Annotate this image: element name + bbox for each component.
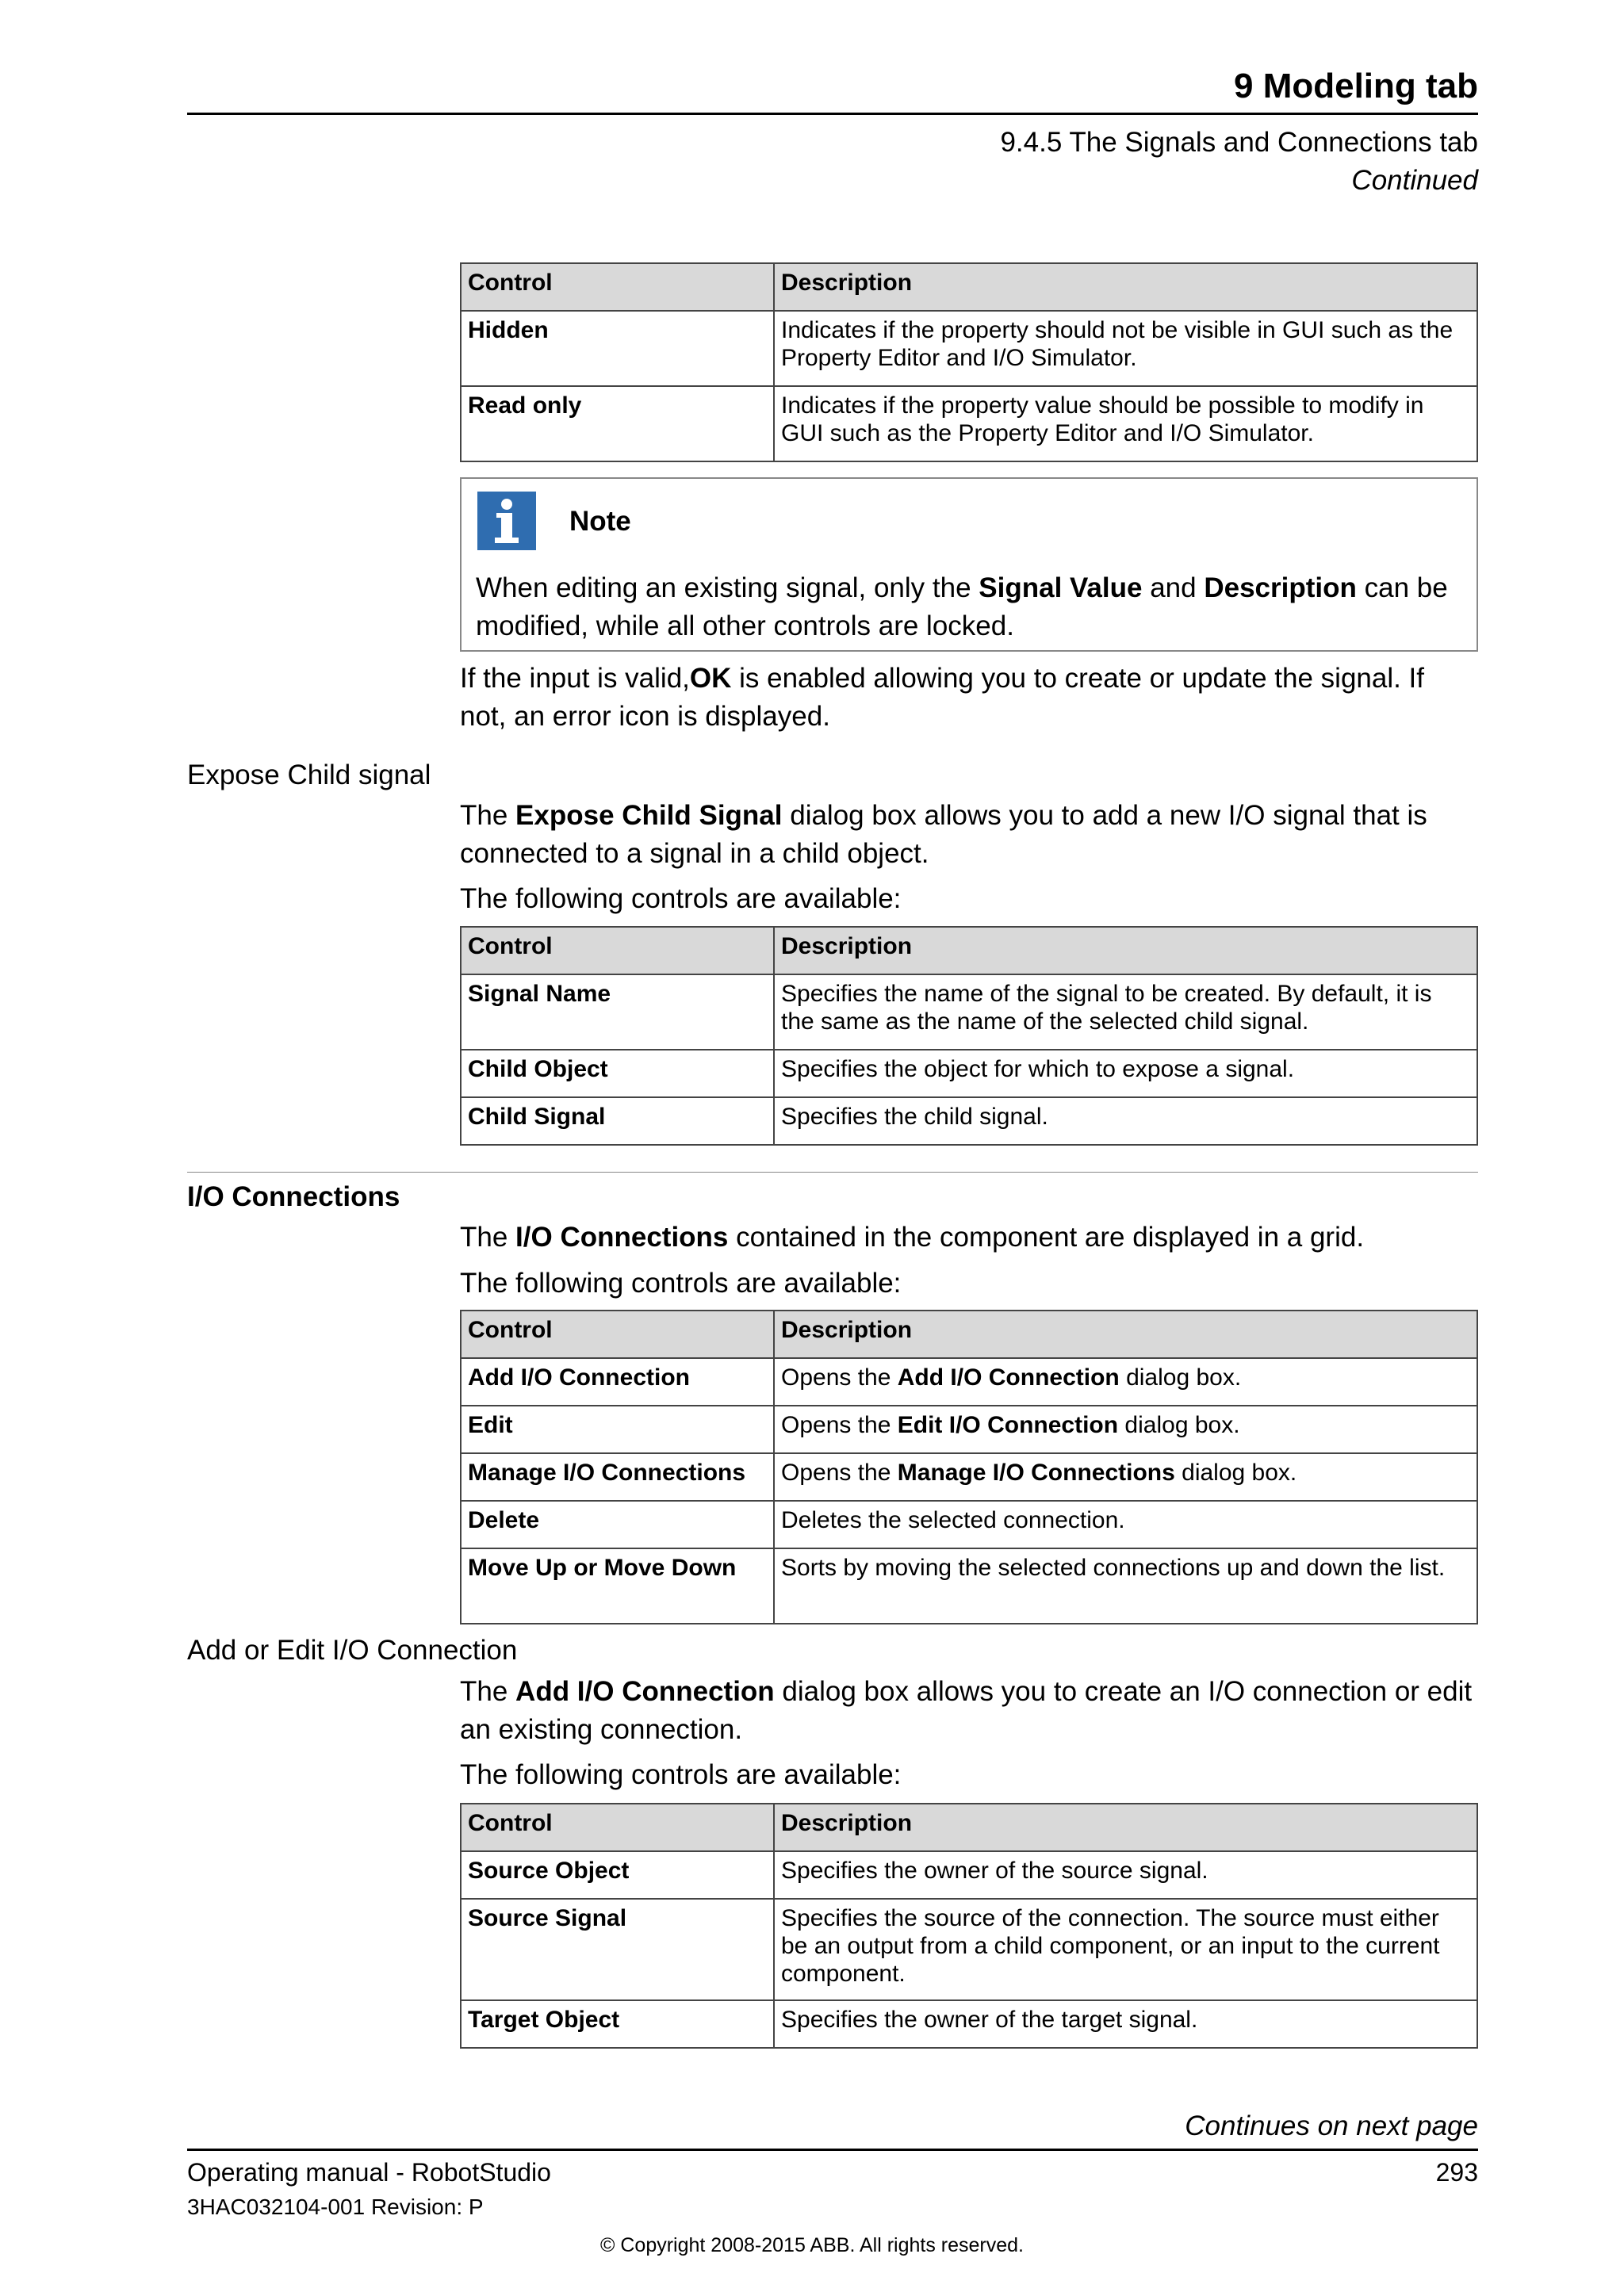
control-cell: Source Signal [461,1899,774,2000]
expose-controls-table [460,926,1478,1146]
table-row [461,2000,1477,2048]
add-edit-intro-paragraph: The Add I/O Connection dialog box allows you to create an I/O connection or edit an existing connection. [460,1676,1473,1745]
table-header-row [461,1804,1477,1851]
table-row [461,1899,1477,2000]
io-connections-controls-table [460,1310,1478,1624]
control-cell: Add I/O Connection [461,1358,774,1406]
control-cell: Edit [461,1406,774,1453]
io-connections-intro-paragraph: The I/O Connections contained in the component are displayed in a grid. [460,1222,1365,1253]
controls-available-text: The following controls are available: [460,1268,902,1299]
expose-intro-paragraph: The Expose Child Signal dialog box allows you to add a new I/O signal that is connected to a signal in a child object. [460,800,1427,869]
control-cell: Read only [461,386,774,461]
section-divider [187,1172,1478,1173]
control-cell: Target Object [461,2000,774,2048]
column-header-control: Control [461,263,774,311]
control-cell: Child Object [461,1050,774,1097]
section-heading-io-connections: I/O Connections [187,1181,400,1212]
footer-rule [187,2149,1478,2151]
description-cell: Indicates if the property should not be visible in GUI such as the Property Editor and I/O Simulator. [774,311,1477,386]
chapter-title: 9 Modeling tab [1234,67,1478,105]
description-cell: Indicates if the property value should be possible to modify in GUI such as the Property Editor and I/O Simulator. [774,386,1477,461]
table-row [461,1851,1477,1899]
description-cell: Specifies the source of the connection. The source must either be an output from a child component, or an input to the current component. [774,1899,1477,2000]
column-header-control: Control [461,1311,774,1358]
control-cell: Move Up or Move Down [461,1548,774,1624]
copyright-notice: © Copyright 2008-2015 ABB. All rights reserved. [600,2234,1024,2256]
table-row [461,1501,1477,1548]
page-number: 293 [1435,2158,1478,2187]
table-row [461,1453,1477,1501]
table-header-row [461,1311,1477,1358]
table-row [461,1406,1477,1453]
property-controls-table [460,262,1478,462]
description-cell: Opens the Add I/O Connection dialog box. [774,1358,1477,1406]
control-cell: Delete [461,1501,774,1548]
note-title: Note [569,506,631,537]
continues-on-next-page: Continues on next page [1185,2110,1478,2141]
controls-available-text: The following controls are available: [460,883,902,914]
control-cell: Signal Name [461,974,774,1050]
description-cell: Specifies the name of the signal to be created. By default, it is the same as the name of the selected child signal. [774,974,1477,1050]
column-header-control: Control [461,927,774,974]
column-header-description: Description [774,263,1477,311]
description-cell: Opens the Edit I/O Connection dialog box. [774,1406,1477,1453]
info-icon [477,492,536,550]
description-cell: Specifies the owner of the target signal. [774,2000,1477,2048]
continued-label: Continued [1351,165,1478,196]
description-cell: Specifies the owner of the source signal. [774,1851,1477,1899]
column-header-control: Control [461,1804,774,1851]
description-cell: Specifies the child signal. [774,1097,1477,1145]
table-header-row [461,927,1477,974]
table-row [461,974,1477,1050]
valid-input-paragraph: If the input is valid,OK is enabled allowing you to create or update the signal. If not, an error icon is displayed. [460,663,1425,732]
section-heading-expose-child-signal: Expose Child signal [187,760,431,790]
add-edit-controls-table [460,1803,1478,2049]
table-row [461,1358,1477,1406]
table-header-row [461,263,1477,311]
note-text: When editing an existing signal, only the Signal Value and Description can be modified, while all other controls are locked. [476,572,1448,641]
control-cell: Hidden [461,311,774,386]
control-cell: Source Object [461,1851,774,1899]
table-row [461,1548,1477,1624]
section-heading-add-edit-io-connection: Add or Edit I/O Connection [187,1635,518,1666]
table-row [461,311,1477,386]
table-row [461,1097,1477,1145]
description-cell: Specifies the object for which to expose a signal. [774,1050,1477,1097]
column-header-description: Description [774,1311,1477,1358]
section-title: 9.4.5 The Signals and Connections tab [1000,127,1478,158]
control-cell: Manage I/O Connections [461,1453,774,1501]
description-cell: Opens the Manage I/O Connections dialog box. [774,1453,1477,1501]
description-cell: Sorts by moving the selected connections up and down the list. [774,1548,1477,1624]
controls-available-text: The following controls are available: [460,1759,902,1790]
control-cell: Child Signal [461,1097,774,1145]
table-row [461,386,1477,461]
column-header-description: Description [774,1804,1477,1851]
header-rule [187,113,1478,115]
description-cell: Deletes the selected connection. [774,1501,1477,1548]
table-row [461,1050,1477,1097]
column-header-description: Description [774,927,1477,974]
manual-title: Operating manual - RobotStudio [187,2158,551,2187]
document-revision: 3HAC032104-001 Revision: P [187,2195,484,2219]
